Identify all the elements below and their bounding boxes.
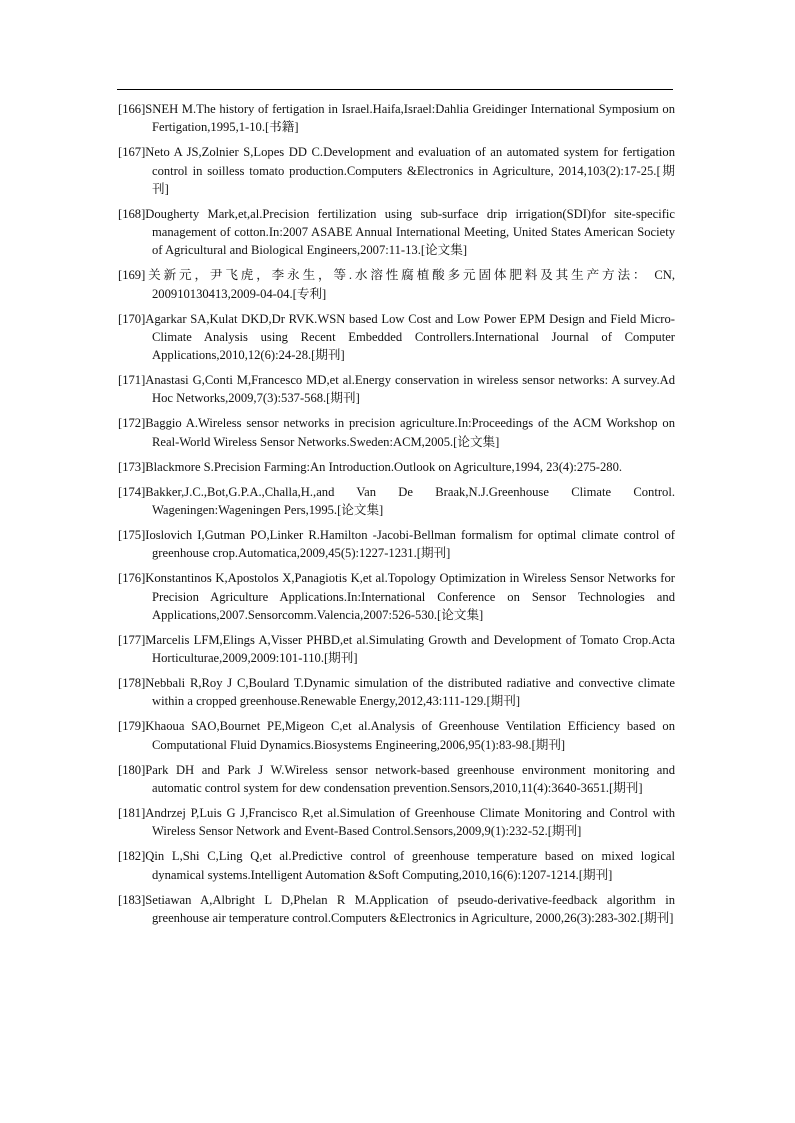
- reference-number: [172]: [118, 416, 146, 431]
- reference-entry: [118, 569, 675, 624]
- reference-number: [174]: [118, 484, 146, 499]
- reference-text: Baggio A.Wireless sensor networks in precision agriculture.In:Proceedings of the ACM Workshop on Real-World Wireless Sensor Networks.Sweden:ACM,2005.[论文集]: [145, 416, 675, 449]
- reference-text: Agarkar SA,Kulat DKD,Dr RVK.WSN based Low Cost and Low Power EPM Design and Field Micro-Climate Analysis using Recent Embedded Controllers.International Journal of Computer Applications,2010,12(6):24-28.[期刊]: [145, 311, 675, 362]
- reference-text: 关新元，尹飞虎，李永生，等.水溶性腐植酸多元固体肥料及其生产方法： CN, 200910130413,2009-04-04.[专利]: [145, 268, 675, 301]
- reference-number: [166]: [118, 102, 146, 116]
- reference-text: Neto A JS,Zolnier S,Lopes DD C.Development and evaluation of an automated system for fertigation control in soilless tomato production.Computers &Electronics in Agriculture, 2014,103(2):17-25.[期刊]: [145, 145, 675, 196]
- reference-entry: [118, 847, 675, 883]
- reference-text: Blackmore S.Precision Farming:An Introduction.Outlook on Agriculture,1994, 23(4):275-280.: [145, 459, 623, 474]
- reference-number: [178]: [118, 676, 146, 691]
- reference-text: Khaoua SAO,Bournet PE,Migeon C,et al.Analysis of Greenhouse Ventilation Efficiency based on Computational Fluid Dynamics.Biosystems Engineering,2006,95(1):83-98.[期刊]: [145, 719, 675, 752]
- reference-text: Qin L,Shi C,Ling Q,et al.Predictive control of greenhouse temperature based on mixed logical dynamical systems.Intelligent Automation &Soft Computing,2010,16(6):1207-1214.[期刊]: [145, 849, 675, 882]
- reference-number: [169]: [118, 268, 146, 283]
- reference-text: Setiawan A,Albright L D,Phelan R M.Application of pseudo-derivative-feedback algorithm in greenhouse air temperature control.Computers &Electronics in Agriculture, 2000,26(3):283-302.[期刊]: [145, 892, 675, 925]
- reference-text: Marcelis LFM,Elings A,Visser PHBD,et al.Simulating Growth and Development of Tomato Crop.Acta Horticulturae,2009,2009:101-110.[期刊]: [145, 632, 675, 666]
- header-rule: [117, 89, 673, 90]
- reference-number: [170]: [118, 311, 146, 326]
- reference-entry: [118, 804, 675, 840]
- reference-entry: [118, 761, 675, 797]
- reference-entry: [118, 371, 675, 407]
- reference-number: [183]: [118, 892, 146, 907]
- reference-text: Nebbali R,Roy J C,Boulard T.Dynamic simulation of the distributed radiative and convective climate within a cropped greenhouse.Renewable Energy,2012,43:111-129.[期刊]: [145, 676, 675, 709]
- reference-text: Ioslovich I,Gutman PO,Linker R.Hamilton -Jacobi-Bellman formalism for optimal climate control of greenhouse crop.Automatica,2009,45(5):1227-1231.[期刊]: [145, 528, 675, 561]
- reference-number: [179]: [118, 719, 146, 734]
- reference-number: [171]: [118, 373, 146, 388]
- reference-entry: [118, 717, 675, 753]
- reference-text: Park DH and Park J W.Wireless sensor network-based greenhouse environment monitoring and automatic control system for dew condensation prevention.Sensors,2010,11(4):3640-3651.[期刊]: [145, 762, 675, 795]
- reference-text: Dougherty Mark,et,al.Precision fertilization using sub-surface drip irrigation(SDI)for site-specific management of cotton.In:2007 ASABE Annual International Meeting, United States American Society of Agricultural and Biological Engineers,2007:11-13.[论文集]: [145, 206, 675, 258]
- reference-number: [168]: [118, 206, 146, 221]
- reference-text: Bakker,J.C.,Bot,G.P.A.,Challa,H.,and Van De Braak,N.J.Greenhouse Climate Control. Wageningen:Wageningen Pers,1995.[论文集]: [145, 484, 675, 517]
- reference-text: Anastasi G,Conti M,Francesco MD,et al.Energy conservation in wireless sensor networks: A survey.Ad Hoc Networks,2009,7(3):537-568.[期刊]: [145, 373, 675, 406]
- reference-entry: [118, 205, 675, 260]
- reference-number: [181]: [118, 806, 146, 821]
- reference-text: Konstantinos K,Apostolos X,Panagiotis K,et al.Topology Optimization in Wireless Sensor Networks for Precision Agriculture Applications.In:International Conference on Sensor Technologies and Applications,2007.Sensorcomm.Valencia,2007:526-530.[论文集]: [145, 571, 675, 622]
- reference-number: [182]: [118, 849, 146, 864]
- reference-entry: [118, 526, 675, 562]
- reference-number: [180]: [118, 762, 146, 777]
- reference-entry: [118, 483, 675, 519]
- reference-entry: [118, 414, 675, 450]
- reference-number: [167]: [118, 145, 146, 160]
- reference-entry: [118, 891, 675, 927]
- reference-number: [175]: [118, 528, 146, 543]
- reference-number: [173]: [118, 459, 146, 474]
- reference-entry: [118, 100, 675, 136]
- reference-number: [176]: [118, 571, 146, 586]
- reference-entry: [118, 458, 675, 476]
- reference-entry: [118, 266, 675, 302]
- reference-entry: [118, 310, 675, 365]
- reference-entry: [118, 631, 675, 667]
- reference-entry: [118, 143, 675, 198]
- reference-number: [177]: [118, 632, 146, 647]
- reference-entry: [118, 674, 675, 710]
- reference-text: Andrzej P,Luis G J,Francisco R,et al.Simulation of Greenhouse Climate Monitoring and Control with Wireless Sensor Network and Event-Based Control.Sensors,2009,9(1):232-52.[期刊]: [145, 806, 675, 839]
- reference-text: SNEH M.The history of fertigation in Israel.Haifa,Israel:Dahlia Greidinger International Symposium on Fertigation,1995,1-10.[书籍]: [145, 102, 675, 135]
- reference-list: [118, 100, 675, 934]
